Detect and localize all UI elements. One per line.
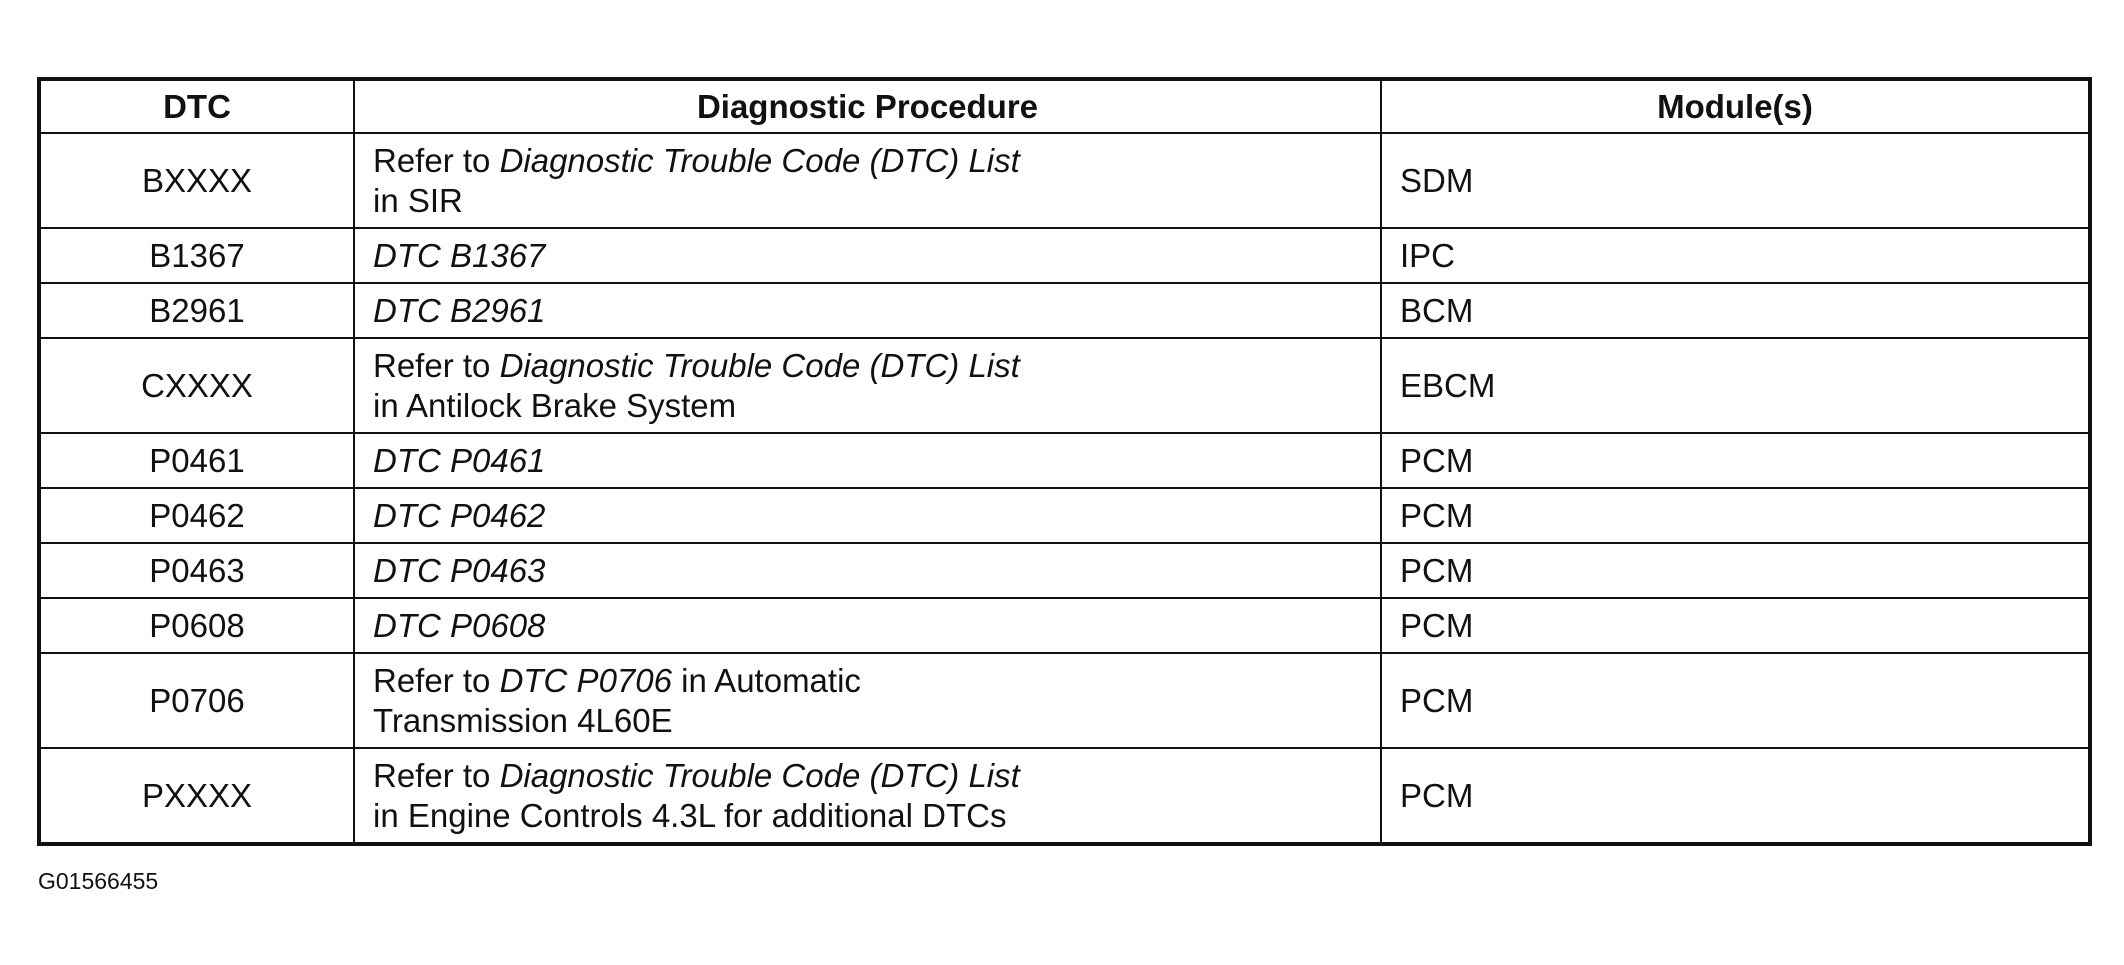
table-row: [39, 748, 2090, 844]
module-cell: SDM: [1381, 133, 2090, 228]
module-cell: IPC: [1381, 228, 2090, 283]
module-cell: BCM: [1381, 283, 2090, 338]
diagnostic-procedure-cell: [354, 228, 1381, 283]
module-cell: EBCM: [1381, 338, 2090, 433]
diagnostic-procedure-cell: [354, 653, 1381, 748]
diagnostic-procedure-cell: [354, 598, 1381, 653]
dtc-table: [37, 77, 2092, 846]
procedure-reference-italic: DTC B1367: [373, 236, 546, 274]
procedure-reference-italic: Diagnostic Trouble Code (DTC) List: [499, 756, 1020, 794]
procedure-line-1: [373, 346, 1380, 386]
procedure-line-1: [373, 441, 1380, 481]
procedure-line-1: [373, 236, 1380, 276]
table-row: [39, 653, 2090, 748]
table-row: [39, 283, 2090, 338]
procedure-line-1: [373, 756, 1380, 796]
figure-id: G01566455: [38, 868, 159, 894]
table-row: [39, 133, 2090, 228]
diagnostic-procedure-cell: [354, 433, 1381, 488]
procedure-reference-italic: Diagnostic Trouble Code (DTC) List: [499, 346, 1020, 384]
dtc-code-cell: B2961: [39, 283, 354, 338]
table-row: [39, 338, 2090, 433]
module-cell: PCM: [1381, 543, 2090, 598]
diagnostic-procedure-cell: [354, 543, 1381, 598]
table-row: [39, 598, 2090, 653]
module-cell: PCM: [1381, 433, 2090, 488]
procedure-prefix-text: Refer to: [373, 661, 500, 699]
dtc-code-cell: P0462: [39, 488, 354, 543]
procedure-reference-italic: DTC P0706: [499, 661, 672, 699]
procedure-line-2: in SIR: [373, 181, 463, 219]
procedure-prefix-text: Refer to: [373, 756, 500, 794]
diagnostic-procedure-cell: [354, 488, 1381, 543]
procedure-line-1: [373, 141, 1380, 181]
module-cell: PCM: [1381, 598, 2090, 653]
table-row: [39, 488, 2090, 543]
dtc-code-cell: P0706: [39, 653, 354, 748]
procedure-reference-italic: DTC P0608: [373, 606, 546, 644]
header-dtc: DTC: [39, 79, 354, 133]
procedure-line-1: [373, 496, 1380, 536]
table-header-row: [39, 79, 2090, 133]
procedure-reference-italic: DTC P0462: [373, 496, 546, 534]
procedure-reference-italic: Diagnostic Trouble Code (DTC) List: [499, 141, 1020, 179]
dtc-code-cell: BXXXX: [39, 133, 354, 228]
table-row: [39, 433, 2090, 488]
procedure-line-2: Transmission 4L60E: [373, 701, 673, 739]
header-diagnostic-procedure: Diagnostic Procedure: [354, 79, 1381, 133]
procedure-line-2: in Engine Controls 4.3L for additional DTCs: [373, 796, 1007, 834]
dtc-code-cell: P0463: [39, 543, 354, 598]
diagnostic-procedure-cell: [354, 338, 1381, 433]
module-cell: PCM: [1381, 488, 2090, 543]
procedure-prefix-text: Refer to: [373, 141, 500, 179]
dtc-code-cell: P0608: [39, 598, 354, 653]
procedure-prefix-text: Refer to: [373, 346, 500, 384]
procedure-suffix-text: in Automatic: [671, 661, 861, 699]
dtc-code-cell: CXXXX: [39, 338, 354, 433]
table-body: [39, 133, 2090, 844]
procedure-line-1: [373, 661, 1380, 701]
diagnostic-procedure-cell: [354, 748, 1381, 844]
procedure-reference-italic: DTC P0463: [373, 551, 546, 589]
dtc-code-cell: PXXXX: [39, 748, 354, 844]
header-modules: Module(s): [1381, 79, 2090, 133]
table-row: [39, 543, 2090, 598]
module-cell: PCM: [1381, 748, 2090, 844]
table-row: [39, 228, 2090, 283]
procedure-reference-italic: DTC P0461: [373, 441, 546, 479]
module-cell: PCM: [1381, 653, 2090, 748]
dtc-code-cell: B1367: [39, 228, 354, 283]
procedure-line-1: [373, 291, 1380, 331]
dtc-code-cell: P0461: [39, 433, 354, 488]
diagnostic-procedure-cell: [354, 283, 1381, 338]
procedure-line-1: [373, 551, 1380, 591]
procedure-line-2: in Antilock Brake System: [373, 386, 737, 424]
procedure-line-1: [373, 606, 1380, 646]
diagnostic-procedure-cell: [354, 133, 1381, 228]
procedure-reference-italic: DTC B2961: [373, 291, 546, 329]
